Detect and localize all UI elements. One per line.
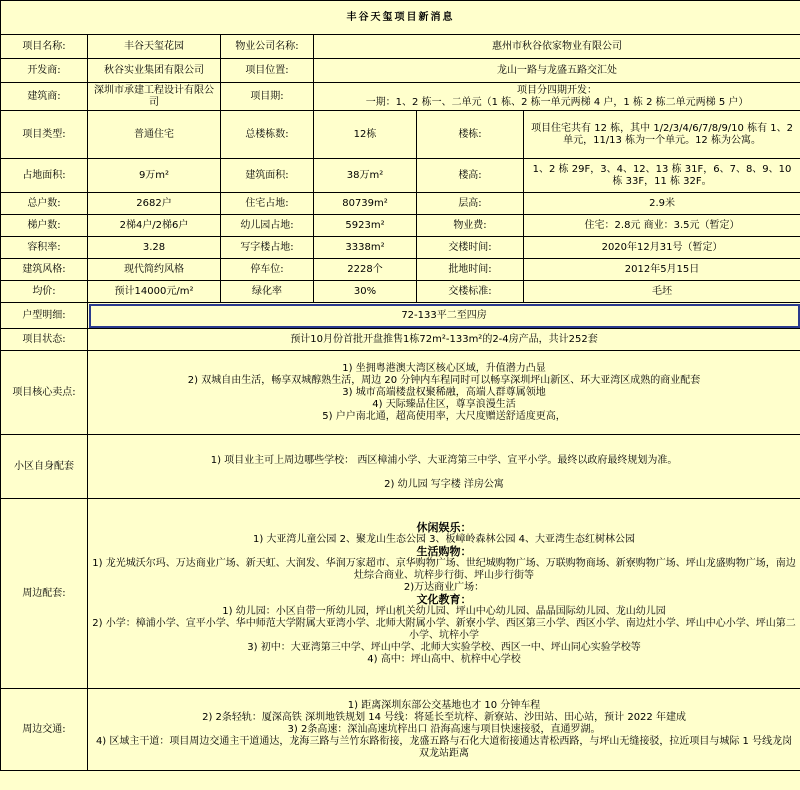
field-label: 项目状态:: [1, 329, 88, 351]
field-label: 容积率:: [1, 237, 88, 259]
field-label: 住宅占地:: [221, 193, 314, 215]
field-label: 楼栋:: [417, 111, 524, 159]
field-value: 2020年12月31号（暂定）: [524, 237, 800, 259]
field-value: 预计14000元/m²: [88, 281, 221, 303]
field-label: 物业费:: [417, 215, 524, 237]
field-value: 12栋: [314, 111, 417, 159]
section-label: 小区自身配套: [1, 435, 88, 499]
field-value: 30%: [314, 281, 417, 303]
surrounding-facilities: [88, 499, 800, 689]
unit-detail-value: 72-133平二至四房: [88, 303, 800, 329]
list-item: 1) 龙光城沃尔玛、万达商业广场、新天虹、大润发、华润万家超市、京华购物广场、世纪城购物广场、万联购物商场、新寮购物广场、坪山龙盛购物广场，南边灶综合商业、坑梓步行街、坪山步行街等: [92, 557, 796, 581]
table-row: [1, 83, 800, 111]
table-row: [1, 329, 800, 351]
field-label: 幼儿园占地:: [221, 215, 314, 237]
table-row: [1, 193, 800, 215]
field-label: 开发商:: [1, 59, 88, 83]
field-label: 占地面积:: [1, 159, 88, 193]
list-item: 3) 2条高速：深汕高速坑梓出口 沿海高速与项目快速接驳，直通罗湖。: [287, 723, 601, 735]
table-row: [1, 59, 800, 83]
table-row: [1, 281, 800, 303]
section-label: 周边交通:: [1, 689, 88, 771]
field-value: 3.28: [88, 237, 221, 259]
field-label: 交楼时间:: [417, 237, 524, 259]
field-label: 交楼标准:: [417, 281, 524, 303]
field-value: 9万m²: [88, 159, 221, 193]
field-label: 停车位:: [221, 259, 314, 281]
table-row: [1, 215, 800, 237]
phase-title: 项目分四期开发：: [517, 84, 598, 96]
field-value: 1、2 栋 29F，3、4、12、13 栋 31F，6、7、8、9、10 栋 33F，11 栋 32F。: [524, 159, 800, 193]
table-row: [1, 351, 800, 435]
field-label: 层高:: [417, 193, 524, 215]
field-label: 绿化率: [221, 281, 314, 303]
table-row: [1, 689, 800, 771]
list-item: 3) 城市高端楼盘权聚稀融，高端人群尊属领地: [342, 386, 546, 398]
list-item: 1) 幼儿园：小区自带一所幼儿园，坪山机关幼儿园、坪山中心幼儿园、晶晶国际幼儿园、龙山幼儿园: [222, 605, 666, 617]
selling-points: [88, 351, 800, 435]
field-value: 2228个: [314, 259, 417, 281]
field-label: 梯户数:: [1, 215, 88, 237]
field-label: 物业公司名称:: [221, 35, 314, 59]
field-value: 惠州市秋谷依家物业有限公司: [314, 35, 800, 59]
field-label: 写字楼占地:: [221, 237, 314, 259]
list-item: 2)万达商业广场：: [403, 581, 485, 593]
field-label: 总户数:: [1, 193, 88, 215]
field-label: 均价:: [1, 281, 88, 303]
list-item: 4) 天际臻品住区，尊享浪漫生活: [372, 398, 516, 410]
field-value: 现代简约风格: [88, 259, 221, 281]
list-item: 2) 双城自由生活，畅享双城醇熟生活，周边 20 分钟内车程同时可以畅享深圳坪山新区、环大亚湾区成熟的商业配套: [187, 374, 701, 386]
table-row: [1, 435, 800, 499]
list-item: 4) 高中：坪山高中、杭梓中心学校: [367, 653, 521, 665]
list-item: 2) 2条轻轨：厦深高铁 深圳地铁规划 14 号线：将延长至坑梓、新寮站、沙田站、田心站，预计 2022 年建成: [202, 711, 686, 723]
field-value: 2012年5月15日: [524, 259, 800, 281]
field-value: 毛坯: [524, 281, 800, 303]
field-label: 项目类型:: [1, 111, 88, 159]
field-value: [314, 83, 800, 111]
list-item: 5) 户户南北通，超高使用率，大尺度赠送舒适度更高，: [322, 410, 566, 422]
section-heading: 休闲娱乐：: [416, 520, 472, 534]
phase-detail: 一期：1、2 栋一、二单元（1 栋、2 栋一单元两梯 4 户，1 栋 2 栋二单元两梯 5 户）: [365, 96, 749, 108]
table-row: [1, 111, 800, 159]
community-facilities: [88, 435, 800, 499]
field-value: 秋谷实业集团有限公司: [88, 59, 221, 83]
field-label: 项目位置:: [221, 59, 314, 83]
list-item: 1) 坐拥粤港澳大湾区核心区域，升值潜力凸显: [342, 362, 546, 374]
list-item: 1) 距离深圳东部公交基地也才 10 分钟车程: [347, 699, 541, 711]
field-value: 2.9米: [524, 193, 800, 215]
field-label: 建筑商:: [1, 83, 88, 111]
list-item: 3) 初中：大亚湾第三中学、坪山中学、北师大实验学校、西区一中、坪山同心实验学校等: [247, 641, 641, 653]
field-label: 楼高:: [417, 159, 524, 193]
list-spacer: [91, 467, 797, 479]
table-row: [1, 237, 800, 259]
field-value: 3338m²: [314, 237, 417, 259]
list-item: 4) 区域主干道：项目周边交通主干道通达，龙海三路与兰竹东路衔接，龙盛五路与石化大道衔接通达青松西路，与坪山无缝接驳，拉近项目与城际 1 号线龙岗双龙站距离: [95, 735, 793, 759]
table-row: [1, 35, 800, 59]
table-row: [1, 303, 800, 329]
field-label: 建筑面积:: [221, 159, 314, 193]
section-label: 周边配套:: [1, 499, 88, 689]
section-heading: 文化教育：: [416, 592, 472, 606]
field-label: 批地时间:: [417, 259, 524, 281]
list-item: 1) 大亚湾儿童公园 2、聚龙山生态公园 3、板嶂岭森林公园 4、大亚湾生态红树林公园: [252, 533, 636, 545]
sheet-title: 丰谷天玺项目新消息: [1, 1, 800, 35]
list-item: 2) 幼儿园 写字楼 洋房公寓: [384, 478, 504, 490]
section-label: 项目核心卖点:: [1, 351, 88, 435]
field-label: 项目名称:: [1, 35, 88, 59]
field-value: 丰谷天玺花园: [88, 35, 221, 59]
table-row: [1, 159, 800, 193]
field-value: 深圳市承建工程设计有限公司: [88, 83, 221, 111]
field-label: 项目期:: [221, 83, 314, 111]
status-value: 预计10月份首批开盘推售1栋72m²-133m²的2-4房产品，共计252套: [88, 329, 800, 351]
field-label: 建筑风格:: [1, 259, 88, 281]
transport-info: [88, 689, 800, 771]
field-value: 80739m²: [314, 193, 417, 215]
table-row: [1, 499, 800, 689]
field-value: 2682户: [88, 193, 221, 215]
field-value: 住宅：2.8元 商业：3.5元（暂定）: [524, 215, 800, 237]
field-label: 总楼栋数:: [221, 111, 314, 159]
field-value: 38万m²: [314, 159, 417, 193]
section-heading: 生活购物：: [416, 544, 472, 558]
table-row: [1, 259, 800, 281]
field-value: 项目住宅共有 12 栋，其中 1/2/3/4/6/7/8/9/10 栋有 1、2 单元，11/13 栋为一个单元。12 栋为公寓。: [524, 111, 800, 159]
list-item: 2) 小学：樟浦小学、宣平小学、华中师范大学附属大亚湾小学、北师大附属小学、新寮小学、西区第三小学、西区小学、南边灶小学、坪山中心小学、坪山第二小学、坑梓小学: [92, 617, 796, 641]
field-value: 普通住宅: [88, 111, 221, 159]
field-label: 户型明细:: [1, 303, 88, 329]
list-item: 1) 项目业主可上周边哪些学校： 西区樟浦小学、大亚湾第三中学、宣平小学。最终以政府最终规划为准。: [210, 454, 678, 466]
field-value: 龙山一路与龙盛五路交汇处: [314, 59, 800, 83]
field-value: 5923m²: [314, 215, 417, 237]
field-value: 2梯4户/2梯6户: [88, 215, 221, 237]
